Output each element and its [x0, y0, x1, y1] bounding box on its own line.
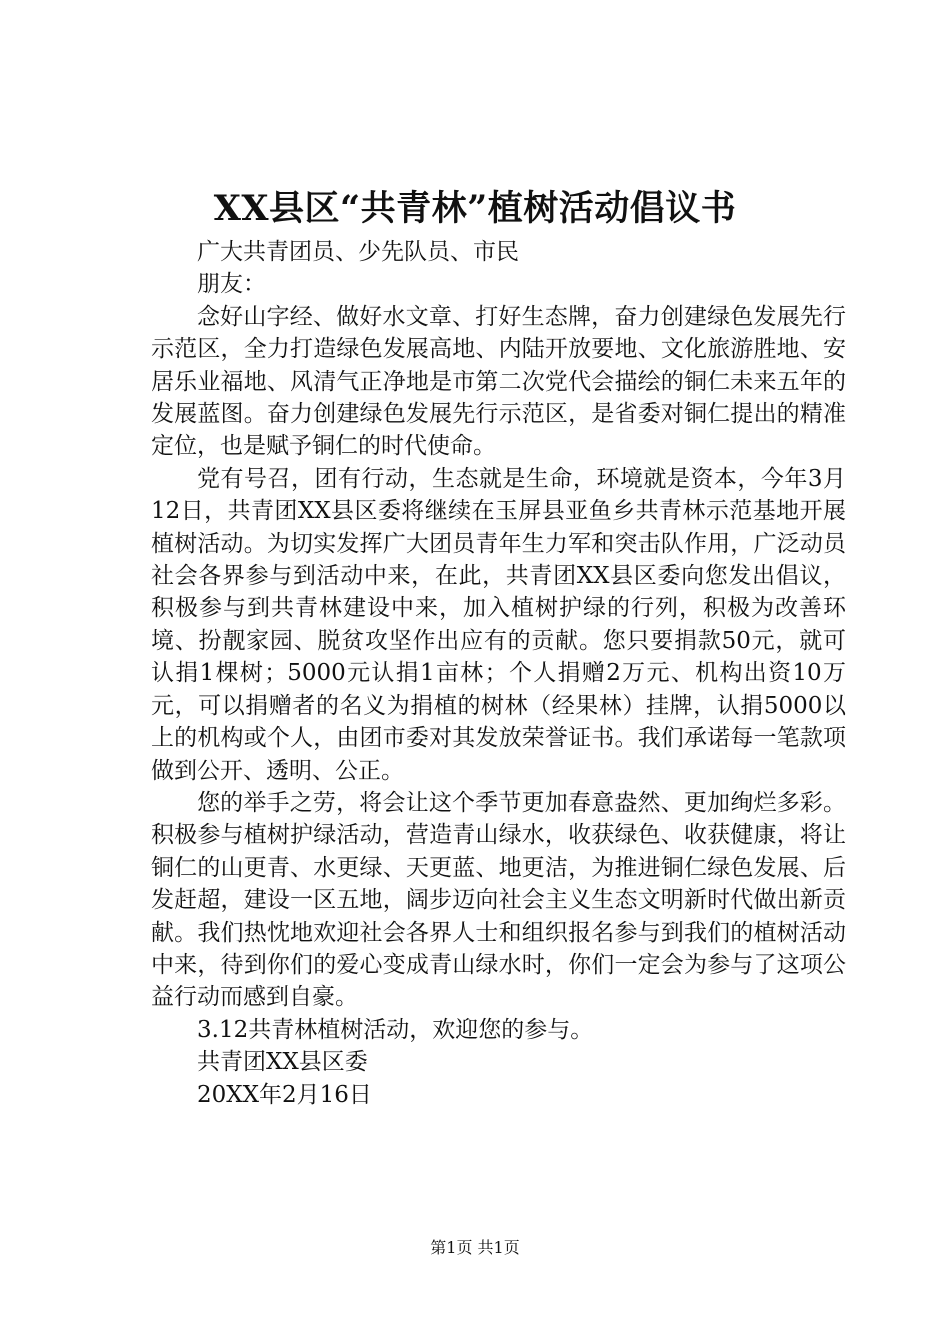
body-paragraph: 党有号召，团有行动，生态就是生命，环境就是资本，今年3月12日，共青团XX县区委将继续在玉屏县亚鱼乡共青林示范基地开展植树活动。为切实发挥广大团员青年生力军和突击队作用，广泛动员社会各界参与到活动中来，在此，共青团XX县区委向您发出倡议，积极参与到共青林建设中来，加入植树护绿的行列，积极为改善环境、扮靓家园、脱贫攻坚作出应有的贡献。您只要捐款50元，就可认捐1棵树；5000元认捐1亩林；个人捐赠2万元、机构出资10万元，可以捐赠者的名义为捐植的树林（经果林）挂牌，认捐5000以上的机构或个人，由团市委对其发放荣誉证书。我们承诺每一笔款项做到公开、透明、公正。 [151, 465, 846, 784]
signature-line: 共青团XX县区委 [197, 1049, 368, 1076]
salutation-line: 广大共青团员、少先队员、市民 [197, 239, 519, 265]
page-number-footer: 第1页 共1页 [430, 1238, 520, 1257]
body-paragraph: 您的举手之劳，将会让这个季节更加春意盎然、更加绚烂多彩。积极参与植树护绿活动，营造青山绿水，收获绿色、收获健康，将让铜仁的山更青、水更绿、天更蓝、地更洁，为推进铜仁绿色发展、后发赶超，建设一区五地，阔步迈向社会主义生态文明新时代做出新贡献。我们热忱地欢迎社会各界人士和组织报名参与到我们的植树活动中来，待到你们的爱心变成青山绿水时，你们一定会为参与了这项公益行动而感到自豪。 [151, 789, 846, 1011]
date-line: 20XX年2月16日 [197, 1081, 372, 1108]
document-title: XX县区“共青林”植树活动倡议书 [213, 188, 737, 229]
document-body [151, 236, 846, 1111]
closing-line: 3.12共青林植树活动，欢迎您的参与。 [197, 1016, 594, 1043]
body-paragraph: 念好山字经、做好水文章、打好生态牌，奋力创建绿色发展先行示范区，全力打造绿色发展高地、内陆开放要地、文化旅游胜地、安居乐业福地、风清气正净地是市第二次党代会描绘的铜仁未来五年的发展蓝图。奋力创建绿色发展先行示范区，是省委对铜仁提出的精准定位，也是赋予铜仁的时代使命。 [151, 303, 846, 460]
salutation-line: 朋友： [197, 271, 266, 298]
